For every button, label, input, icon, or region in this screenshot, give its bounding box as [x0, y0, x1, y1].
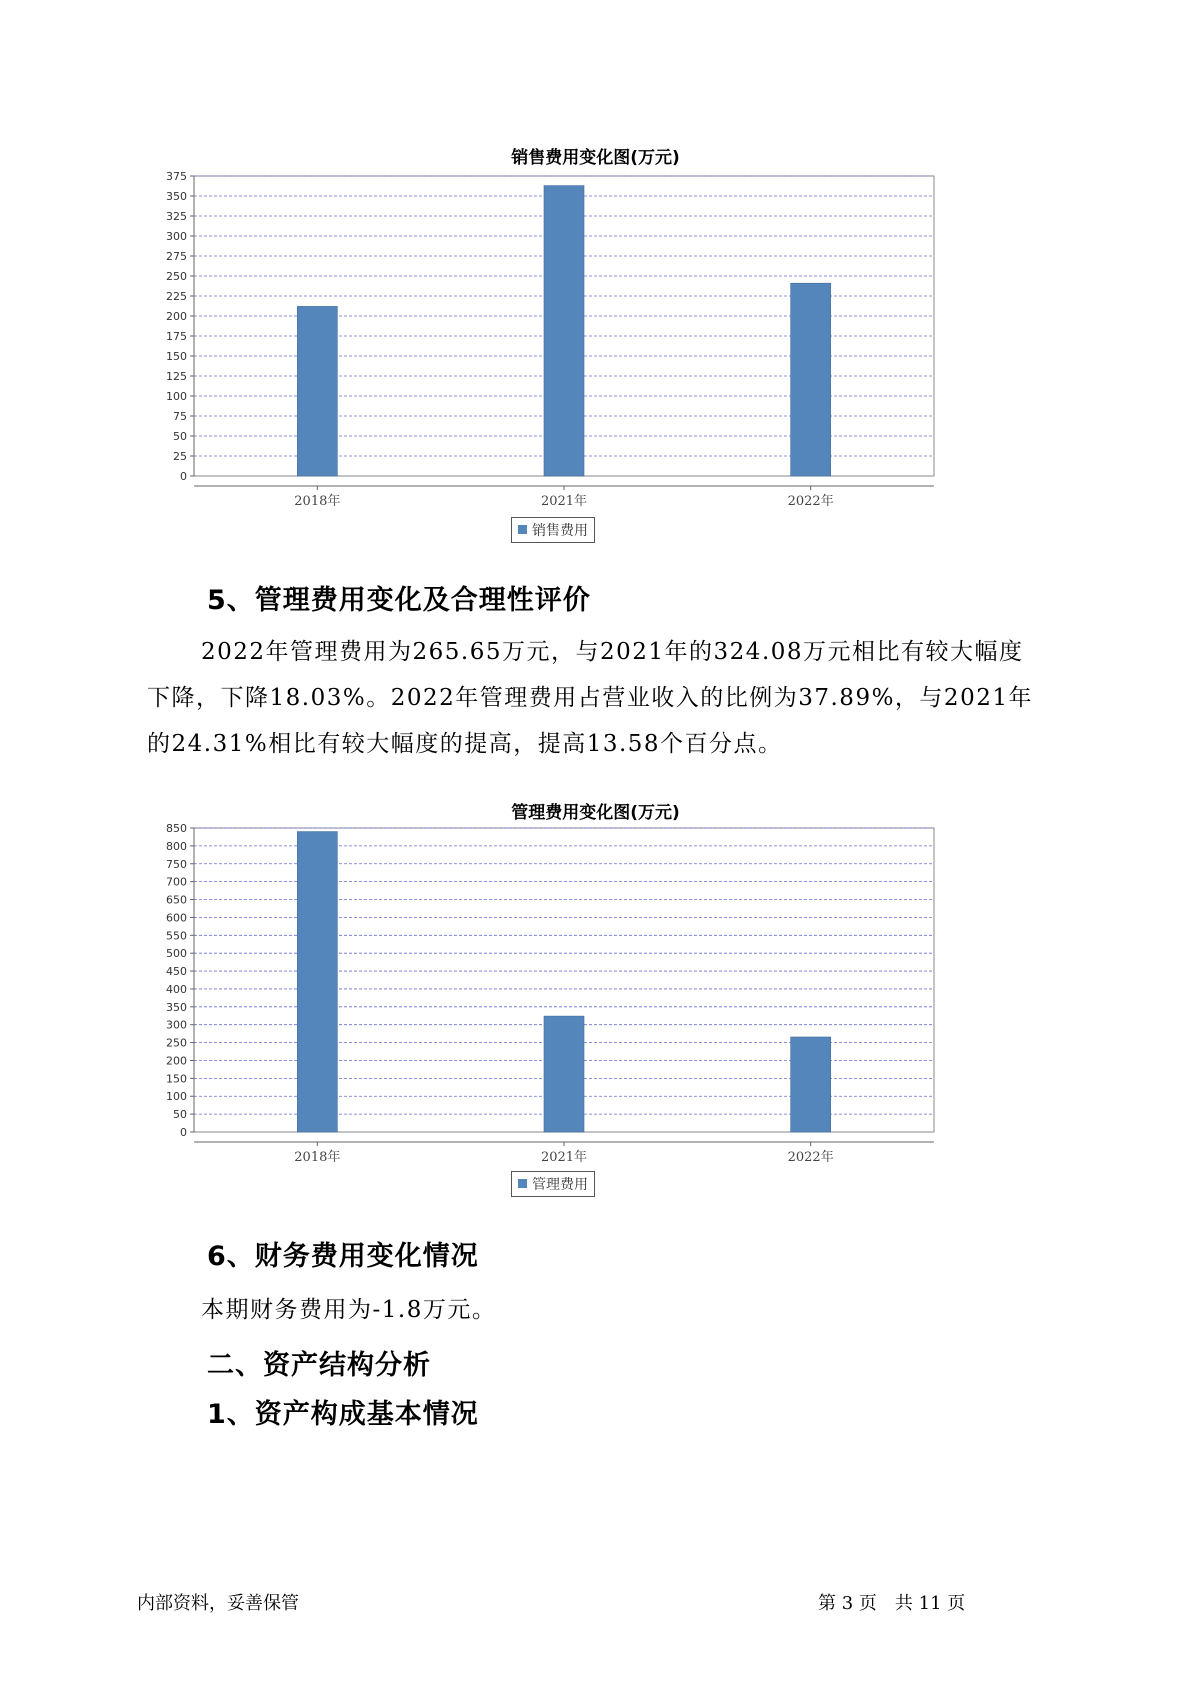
bar-2018年	[297, 832, 337, 1132]
bar-2018年	[297, 306, 337, 476]
chart1-legend	[511, 517, 595, 543]
y-tick-label: 650	[166, 893, 187, 907]
legend-swatch	[518, 525, 527, 534]
y-tick-label: 600	[166, 911, 187, 925]
y-tick-label: 50	[173, 1108, 187, 1122]
bar-2022年	[791, 1037, 831, 1132]
chart1-plot	[150, 168, 1020, 508]
bar-2021年	[544, 186, 584, 476]
y-tick-label: 125	[166, 370, 187, 383]
y-tick-label: 75	[173, 410, 187, 423]
chart2-plot	[150, 822, 1020, 1167]
y-tick-label: 450	[166, 965, 187, 979]
y-tick-label: 100	[166, 1090, 187, 1104]
bar-2021年	[544, 1016, 584, 1132]
y-tick-label: 100	[166, 390, 187, 403]
section5-paragraph	[147, 629, 1047, 767]
y-tick-label: 375	[166, 170, 187, 183]
y-tick-label: 225	[166, 290, 187, 303]
chart2	[150, 822, 1020, 1212]
y-tick-label: 325	[166, 210, 187, 223]
chart2-legend-label: 管理费用	[532, 1177, 588, 1193]
chart1-title: 销售费用变化图(万元)	[511, 148, 680, 168]
chart2-title: 管理费用变化图(万元)	[511, 803, 680, 823]
legend-swatch	[518, 1179, 527, 1188]
y-tick-label: 50	[173, 430, 187, 443]
y-tick-label: 350	[166, 190, 187, 203]
x-tick-label: 2021年	[540, 494, 588, 508]
section6-text: 本期财务费用为-1.8万元。	[201, 1297, 497, 1323]
y-tick-label: 150	[166, 350, 187, 363]
y-tick-label: 300	[166, 1018, 187, 1032]
section6-heading: 6、财务费用变化情况	[207, 1241, 479, 1272]
y-tick-label: 850	[166, 822, 187, 835]
x-tick-label: 2022年	[787, 494, 834, 508]
part2-heading: 二、资产结构分析	[207, 1350, 431, 1381]
y-tick-label: 550	[166, 929, 187, 943]
y-tick-label: 0	[180, 470, 187, 483]
footer-page-number: 第 3 页 共 11 页	[818, 1593, 966, 1614]
y-tick-label: 350	[166, 1000, 187, 1014]
x-tick-label: 2021年	[540, 1150, 588, 1165]
y-tick-label: 150	[166, 1072, 187, 1086]
part2-sub1-heading: 1、资产构成基本情况	[207, 1399, 479, 1430]
y-tick-label: 200	[166, 310, 187, 323]
x-tick-label: 2018年	[294, 494, 341, 508]
y-tick-label: 250	[166, 270, 187, 283]
y-tick-label: 750	[166, 857, 187, 871]
bar-2022年	[791, 283, 831, 476]
y-tick-label: 300	[166, 230, 187, 243]
y-tick-label: 500	[166, 947, 187, 961]
section6-paragraph	[147, 1287, 1047, 1333]
y-tick-label: 275	[166, 250, 187, 263]
x-tick-label: 2022年	[787, 1150, 834, 1165]
chart2-legend	[511, 1171, 595, 1197]
section5-heading: 5、管理费用变化及合理性评价	[207, 585, 591, 616]
footer-confidential: 内部资料，妥善保管	[137, 1593, 299, 1614]
y-tick-label: 0	[180, 1126, 187, 1139]
y-tick-label: 700	[166, 875, 187, 889]
y-tick-label: 175	[166, 330, 187, 343]
y-tick-label: 25	[173, 450, 187, 463]
y-tick-label: 800	[166, 839, 187, 853]
section5-text: 2022年管理费用为265.65万元，与2021年的324.08万元相比有较大幅度下降，下降18.03%。2022年管理费用占营业收入的比例为37.89%，与2021年的24.31%相比有较大幅度的提高，提高13.58个百分点。	[147, 639, 1033, 757]
chart1	[150, 168, 1020, 548]
chart1-legend-label: 销售费用	[532, 523, 588, 539]
y-tick-label: 400	[166, 982, 187, 996]
y-tick-label: 200	[166, 1054, 187, 1068]
y-tick-label: 250	[166, 1036, 187, 1050]
x-tick-label: 2018年	[294, 1150, 341, 1165]
